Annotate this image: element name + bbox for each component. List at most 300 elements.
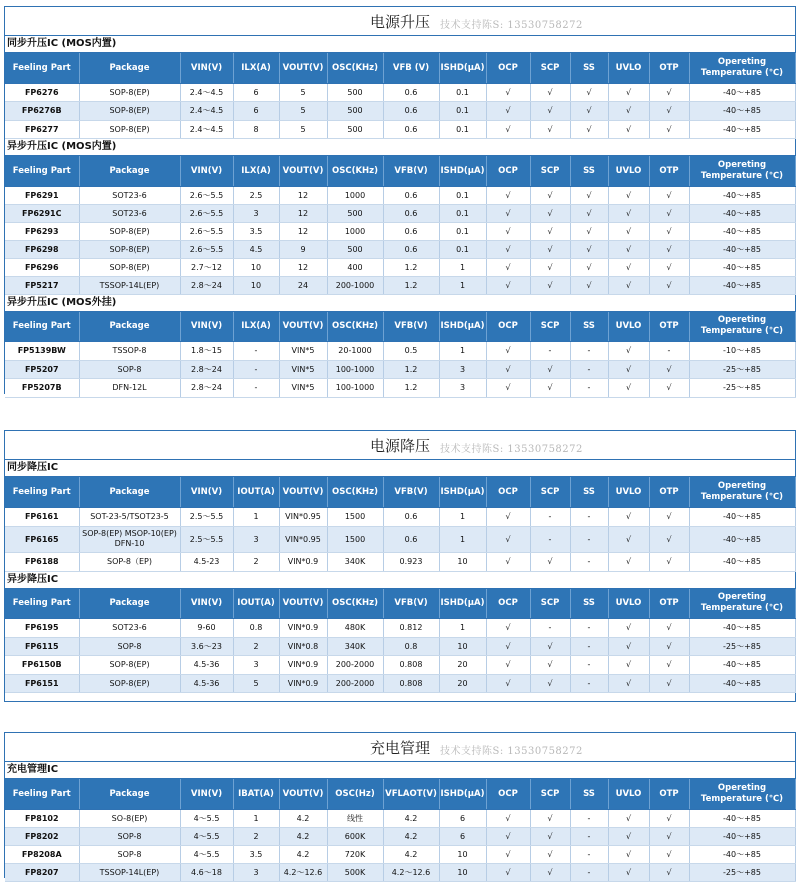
table-row <box>5 656 795 675</box>
table-cell: 4.2 <box>279 809 327 827</box>
table-cell: √ <box>608 809 649 827</box>
charge-section <box>4 732 796 878</box>
table-cell: VIN*0.95 <box>279 526 327 552</box>
column-header: UVLO <box>608 477 649 507</box>
table-cell: VIN*0.9 <box>279 552 327 571</box>
table-cell: 1 <box>439 526 486 552</box>
table-cell: √ <box>486 102 530 121</box>
table-cell: 0.6 <box>383 222 439 240</box>
table-cell: 0.6 <box>383 120 439 139</box>
table-cell: √ <box>486 186 530 204</box>
column-header: VIN(V) <box>180 779 233 809</box>
table-cell: √ <box>530 102 570 121</box>
column-header: OCP <box>486 156 530 186</box>
group <box>5 36 795 139</box>
table-cell: √ <box>486 809 530 827</box>
column-header: OTP <box>649 477 689 507</box>
table-row <box>5 863 795 881</box>
table-cell: 0.812 <box>383 619 439 638</box>
table-cell: √ <box>608 360 649 379</box>
column-header: VIN(V) <box>180 53 233 83</box>
table-cell: 720K <box>327 845 383 863</box>
table-cell: - <box>570 342 608 361</box>
table-cell: √ <box>608 204 649 222</box>
table-cell: 10 <box>233 258 279 276</box>
table-cell: √ <box>530 674 570 693</box>
table-row <box>5 637 795 656</box>
table-cell: SOP-8(EP) <box>79 674 180 693</box>
table-cell: -40～+85 <box>689 656 795 675</box>
column-header: Opereting Temperature (℃) <box>689 53 795 83</box>
table-cell: 5 <box>233 674 279 693</box>
table-cell: -25～+85 <box>689 637 795 656</box>
table-cell: √ <box>486 507 530 526</box>
table-cell: - <box>233 342 279 361</box>
table-cell: √ <box>530 240 570 258</box>
table-cell: -40～+85 <box>689 186 795 204</box>
table-cell: √ <box>649 360 689 379</box>
part-number: FP8102 <box>5 809 79 827</box>
column-header: OSC(KHz) <box>327 589 383 619</box>
part-number: FP6165 <box>5 526 79 552</box>
column-header: VFB(V) <box>383 156 439 186</box>
table-cell: √ <box>649 102 689 121</box>
part-number: FP6115 <box>5 637 79 656</box>
column-header: IOUT(A) <box>233 589 279 619</box>
table-cell: VIN*5 <box>279 360 327 379</box>
column-header: VIN(V) <box>180 589 233 619</box>
table-cell: SOP-8(EP) MSOP-10(EP) DFN-10 <box>79 526 180 552</box>
table-cell: √ <box>486 360 530 379</box>
table-cell: 1 <box>233 507 279 526</box>
table-cell: √ <box>649 222 689 240</box>
table-cell: 400 <box>327 258 383 276</box>
table-cell: √ <box>608 102 649 121</box>
table-cell: - <box>530 342 570 361</box>
table-cell: √ <box>649 827 689 845</box>
table-cell: 2.8～24 <box>180 360 233 379</box>
table-cell: √ <box>608 619 649 638</box>
table-cell: 500K <box>327 863 383 881</box>
table-cell: √ <box>486 222 530 240</box>
table-cell: -40～+85 <box>689 827 795 845</box>
table-cell: √ <box>608 507 649 526</box>
column-header: VOUT(V) <box>279 156 327 186</box>
table-cell: SOP-8（EP) <box>79 552 180 571</box>
part-number: FP5207 <box>5 360 79 379</box>
column-header: VFB(V) <box>383 477 439 507</box>
table-cell: 0.8 <box>233 619 279 638</box>
column-header: OTP <box>649 589 689 619</box>
table-row <box>5 379 795 398</box>
table-cell: 3 <box>439 360 486 379</box>
table-cell: √ <box>608 186 649 204</box>
table-cell: VIN*0.9 <box>279 619 327 638</box>
table-cell: √ <box>649 120 689 139</box>
group-subtitle: 充电管理IC <box>5 762 795 779</box>
spec-table <box>5 53 796 139</box>
table-row <box>5 83 795 102</box>
table-cell: √ <box>649 258 689 276</box>
table-cell: -40～+85 <box>689 809 795 827</box>
table-cell: √ <box>570 83 608 102</box>
column-header: SS <box>570 53 608 83</box>
table-cell: - <box>570 809 608 827</box>
table-cell: √ <box>570 258 608 276</box>
table-cell: √ <box>486 120 530 139</box>
table-cell: -40～+85 <box>689 674 795 693</box>
column-header: UVLO <box>608 589 649 619</box>
part-number: FP6291C <box>5 204 79 222</box>
part-number: FP8207 <box>5 863 79 881</box>
column-header: OSC(Hz) <box>327 779 383 809</box>
table-cell: DFN-12L <box>79 379 180 398</box>
column-header: SCP <box>530 589 570 619</box>
group-subtitle: 异步降压IC <box>5 572 795 589</box>
table-cell: 5 <box>279 120 327 139</box>
table-cell: 3.6～23 <box>180 637 233 656</box>
column-header: ILX(A) <box>233 53 279 83</box>
table-cell: 3 <box>233 656 279 675</box>
column-header: Opereting Temperature (℃) <box>689 156 795 186</box>
table-cell: 6 <box>439 809 486 827</box>
table-cell: - <box>570 552 608 571</box>
group <box>5 460 795 572</box>
table-cell: 9 <box>279 240 327 258</box>
table-row <box>5 552 795 571</box>
table-cell: 340K <box>327 552 383 571</box>
table-cell: 2.6～5.5 <box>180 222 233 240</box>
spec-table <box>5 779 796 882</box>
table-cell: 10 <box>439 845 486 863</box>
table-cell: 4～5.5 <box>180 845 233 863</box>
table-cell: - <box>530 619 570 638</box>
table-cell: VIN*5 <box>279 379 327 398</box>
table-cell: SOP-8 <box>79 637 180 656</box>
table-cell: √ <box>608 827 649 845</box>
table-cell: 4.2 <box>279 845 327 863</box>
table-cell: 12 <box>279 186 327 204</box>
part-number: FP6276 <box>5 83 79 102</box>
table-cell: 2.4～4.5 <box>180 102 233 121</box>
table-cell: VIN*0.95 <box>279 507 327 526</box>
table-cell: SOP-8(EP) <box>79 83 180 102</box>
table-row <box>5 674 795 693</box>
table-row <box>5 845 795 863</box>
table-row <box>5 342 795 361</box>
column-header: OSC(KHz) <box>327 156 383 186</box>
table-cell: √ <box>608 552 649 571</box>
column-header: OSC(KHz) <box>327 53 383 83</box>
table-cell: √ <box>649 526 689 552</box>
table-cell: 12 <box>279 222 327 240</box>
table-cell: 4.2 <box>383 845 439 863</box>
table-row <box>5 827 795 845</box>
table-row <box>5 276 795 294</box>
column-header: SCP <box>530 53 570 83</box>
table-cell: - <box>570 674 608 693</box>
header-row <box>5 477 795 507</box>
table-cell: √ <box>530 827 570 845</box>
table-cell: 10 <box>439 552 486 571</box>
column-header: VFLAOT(V) <box>383 779 439 809</box>
table-cell: 4～5.5 <box>180 827 233 845</box>
table-cell: 100-1000 <box>327 360 383 379</box>
part-number: FP6188 <box>5 552 79 571</box>
column-header: SS <box>570 779 608 809</box>
part-number: FP6276B <box>5 102 79 121</box>
table-cell: √ <box>486 240 530 258</box>
header-row <box>5 53 795 83</box>
section-title: 充电管理 <box>369 739 430 757</box>
table-cell: SOP-8 <box>79 827 180 845</box>
table-cell: √ <box>486 863 530 881</box>
table-cell: 2.5 <box>233 186 279 204</box>
table-cell: √ <box>486 637 530 656</box>
part-number: FP6195 <box>5 619 79 638</box>
column-header: UVLO <box>608 779 649 809</box>
table-cell: √ <box>649 619 689 638</box>
group-subtitle: 同步降压IC <box>5 460 795 477</box>
column-header: VFB(V) <box>383 589 439 619</box>
table-cell: SOT23-6 <box>79 619 180 638</box>
table-cell: √ <box>530 186 570 204</box>
table-cell: 4.2～12.6 <box>383 863 439 881</box>
watermark: 技术支持陈S: 13530758272 <box>440 444 583 455</box>
table-cell: 3 <box>233 863 279 881</box>
part-number: FP6298 <box>5 240 79 258</box>
table-cell: √ <box>530 656 570 675</box>
table-cell: - <box>570 526 608 552</box>
table-cell: -40～+85 <box>689 276 795 294</box>
table-cell: - <box>649 342 689 361</box>
table-cell: 6 <box>233 83 279 102</box>
table-cell: √ <box>530 552 570 571</box>
table-cell: √ <box>486 83 530 102</box>
table-cell: SOT23-6 <box>79 204 180 222</box>
part-number: FP6293 <box>5 222 79 240</box>
table-cell: 4.2～12.6 <box>279 863 327 881</box>
table-cell: - <box>570 619 608 638</box>
table-row <box>5 809 795 827</box>
table-cell: √ <box>649 204 689 222</box>
table-cell: SOP-8 <box>79 360 180 379</box>
column-header: OCP <box>486 477 530 507</box>
column-header: OCP <box>486 53 530 83</box>
column-header: Package <box>79 779 180 809</box>
table-cell: TSSOP-14L(EP) <box>79 276 180 294</box>
table-cell: VIN*0.9 <box>279 674 327 693</box>
table-cell: 0.6 <box>383 204 439 222</box>
table-cell: - <box>233 379 279 398</box>
table-cell: √ <box>486 619 530 638</box>
table-cell: 8 <box>233 120 279 139</box>
table-cell: 0.1 <box>439 83 486 102</box>
table-cell: 20 <box>439 656 486 675</box>
table-cell: -25～+85 <box>689 360 795 379</box>
table-cell: 500 <box>327 240 383 258</box>
column-header: VOUT(V) <box>279 312 327 342</box>
watermark: 技术支持陈S: 13530758272 <box>440 746 583 757</box>
column-header: Package <box>79 477 180 507</box>
table-cell: - <box>530 507 570 526</box>
table-cell: √ <box>608 276 649 294</box>
table-cell: √ <box>486 258 530 276</box>
table-cell: 4.2 <box>383 809 439 827</box>
table-cell: SOT-23-5/TSOT23-5 <box>79 507 180 526</box>
table-cell: √ <box>486 845 530 863</box>
section-header <box>5 7 795 36</box>
column-header: SS <box>570 156 608 186</box>
column-header: VIN(V) <box>180 312 233 342</box>
table-cell: √ <box>608 342 649 361</box>
table-cell: √ <box>608 240 649 258</box>
buck-section <box>4 430 796 702</box>
column-header: OTP <box>649 156 689 186</box>
column-header: IOUT(A) <box>233 477 279 507</box>
table-row <box>5 619 795 638</box>
column-header: ISHD(μA) <box>439 477 486 507</box>
table-cell: 4.5-36 <box>180 674 233 693</box>
table-cell: √ <box>570 186 608 204</box>
spec-table <box>5 589 796 694</box>
column-header: Feeling Part <box>5 477 79 507</box>
table-cell: 2 <box>233 637 279 656</box>
table-cell: 10 <box>439 863 486 881</box>
table-cell: 1.8～15 <box>180 342 233 361</box>
column-header: Opereting Temperature (℃) <box>689 477 795 507</box>
table-cell: √ <box>649 379 689 398</box>
table-cell: √ <box>649 656 689 675</box>
table-cell: 1500 <box>327 507 383 526</box>
table-cell: 1000 <box>327 222 383 240</box>
table-cell: √ <box>530 120 570 139</box>
table-cell: SOP-8(EP) <box>79 102 180 121</box>
table-cell: √ <box>608 863 649 881</box>
column-header: Feeling Part <box>5 779 79 809</box>
table-cell: - <box>570 507 608 526</box>
part-number: FP5139BW <box>5 342 79 361</box>
table-cell: - <box>570 845 608 863</box>
table-cell: 0.1 <box>439 102 486 121</box>
column-header: OSC(KHz) <box>327 477 383 507</box>
column-header: ILX(A) <box>233 312 279 342</box>
table-cell: - <box>530 526 570 552</box>
group-subtitle: 异步升压IC (MOS外挂) <box>5 295 795 312</box>
table-cell: 100-1000 <box>327 379 383 398</box>
column-header: SCP <box>530 156 570 186</box>
table-cell: 480K <box>327 619 383 638</box>
table-cell: 200-2000 <box>327 674 383 693</box>
table-cell: √ <box>608 83 649 102</box>
table-cell: √ <box>608 526 649 552</box>
table-cell: 0.808 <box>383 674 439 693</box>
table-cell: √ <box>649 674 689 693</box>
table-cell: √ <box>530 276 570 294</box>
table-cell: 3 <box>439 379 486 398</box>
column-header: VOUT(V) <box>279 589 327 619</box>
table-cell: 12 <box>279 204 327 222</box>
table-cell: 500 <box>327 102 383 121</box>
table-cell: 0.6 <box>383 186 439 204</box>
table-cell: √ <box>649 240 689 258</box>
table-cell: √ <box>486 674 530 693</box>
table-cell: 6 <box>439 827 486 845</box>
table-cell: 1.2 <box>383 379 439 398</box>
table-cell: 0.1 <box>439 186 486 204</box>
table-cell: 200-2000 <box>327 656 383 675</box>
part-number: FP6277 <box>5 120 79 139</box>
column-header: VIN(V) <box>180 156 233 186</box>
table-cell: 2.5～5.5 <box>180 507 233 526</box>
table-cell: - <box>570 637 608 656</box>
column-header: OCP <box>486 312 530 342</box>
table-cell: √ <box>570 240 608 258</box>
group <box>5 139 795 295</box>
table-cell: 4.6～18 <box>180 863 233 881</box>
table-cell: -40～+85 <box>689 240 795 258</box>
column-header: UVLO <box>608 53 649 83</box>
table-cell: 1 <box>439 258 486 276</box>
table-cell: SOP-8(EP) <box>79 222 180 240</box>
table-cell: -40～+85 <box>689 526 795 552</box>
table-row <box>5 186 795 204</box>
part-number: FP6291 <box>5 186 79 204</box>
column-header: Package <box>79 53 180 83</box>
watermark: 技术支持陈S: 13530758272 <box>440 20 583 31</box>
part-number: FP8202 <box>5 827 79 845</box>
group <box>5 572 795 694</box>
table-cell: √ <box>530 863 570 881</box>
column-header: OSC(KHz) <box>327 312 383 342</box>
table-cell: 24 <box>279 276 327 294</box>
table-cell: -40～+85 <box>689 204 795 222</box>
table-cell: √ <box>608 637 649 656</box>
table-cell: 2.6～5.5 <box>180 186 233 204</box>
column-header: Opereting Temperature (℃) <box>689 589 795 619</box>
column-header: SCP <box>530 312 570 342</box>
table-cell: 1.2 <box>383 276 439 294</box>
header-row <box>5 156 795 186</box>
table-cell: VIN*0.9 <box>279 656 327 675</box>
table-cell: 2.4～4.5 <box>180 120 233 139</box>
column-header: ISHD(μA) <box>439 156 486 186</box>
column-header: Feeling Part <box>5 53 79 83</box>
group-subtitle: 同步升压IC (MOS内置) <box>5 36 795 53</box>
table-cell: 2.8～24 <box>180 276 233 294</box>
table-cell: 0.808 <box>383 656 439 675</box>
table-cell: 1 <box>439 276 486 294</box>
column-header: UVLO <box>608 156 649 186</box>
table-cell: √ <box>530 222 570 240</box>
part-number: FP8208A <box>5 845 79 863</box>
section-header <box>5 431 795 460</box>
table-cell: 1.2 <box>383 360 439 379</box>
table-cell: 1 <box>439 342 486 361</box>
spec-table <box>5 156 796 295</box>
column-header: SS <box>570 589 608 619</box>
table-cell: 500 <box>327 120 383 139</box>
table-cell: √ <box>608 656 649 675</box>
table-row <box>5 526 795 552</box>
table-cell: SOP-8(EP) <box>79 258 180 276</box>
table-cell: -40～+85 <box>689 102 795 121</box>
table-cell: √ <box>570 102 608 121</box>
table-cell: VIN*0.8 <box>279 637 327 656</box>
table-cell: 0.6 <box>383 83 439 102</box>
table-cell: √ <box>530 637 570 656</box>
column-header: VFB (V) <box>383 53 439 83</box>
